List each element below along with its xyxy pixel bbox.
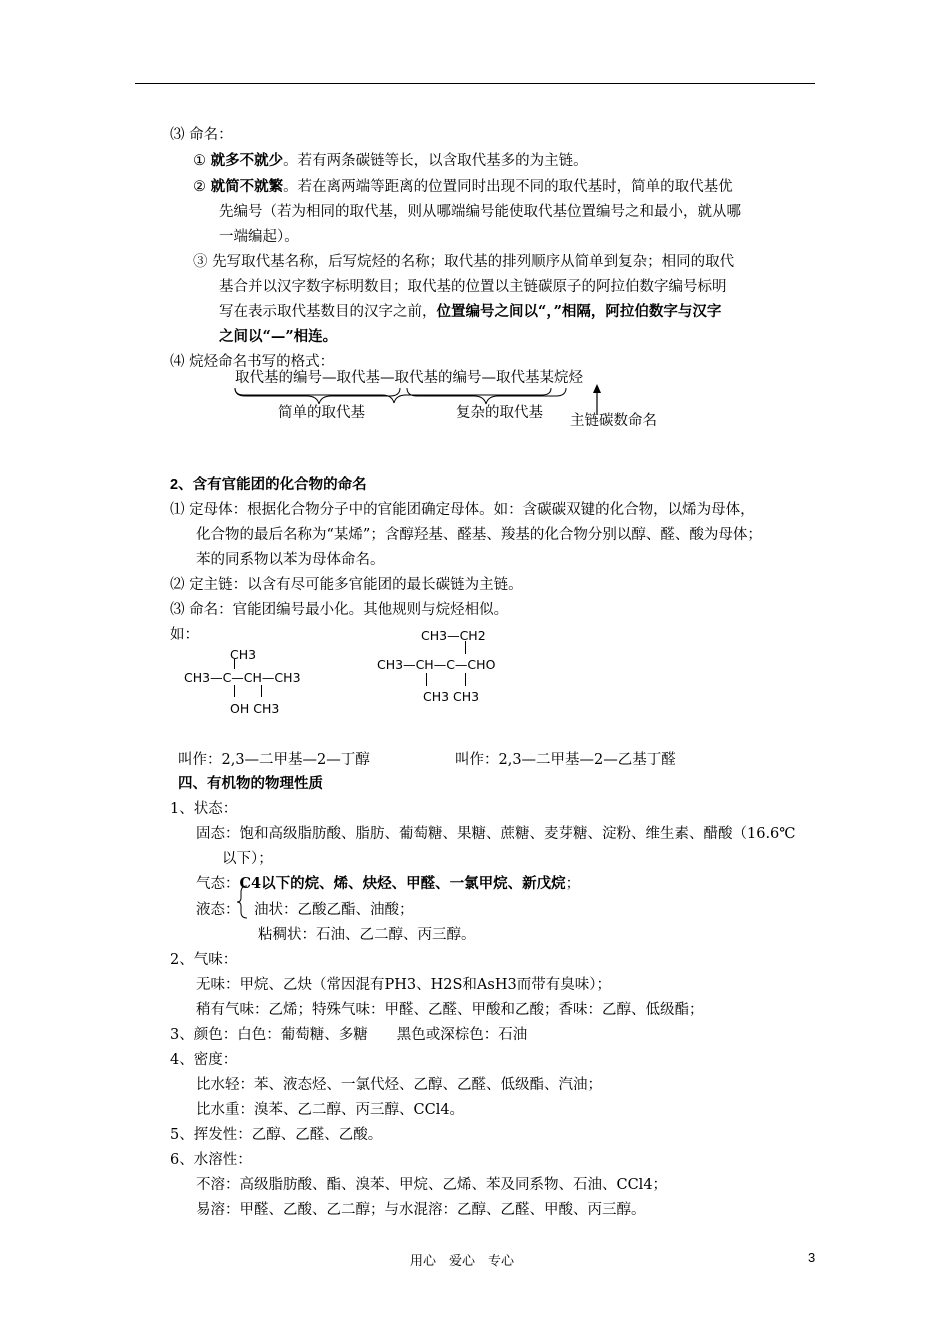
s3-item2-line3: 一端编起）。 [219,229,299,245]
naming-format-formula: 取代基的编号—取代基—取代基的编号—取代基某烷烃 [235,370,583,386]
s3-item3-line3: 写在表示取代基数目的汉字之前，位置编号之间以“，”相隔，阿拉伯数字与汉字 [219,303,722,320]
struct2-bond-up [465,641,466,654]
struct2-bond-down-c [465,673,466,686]
sec2-title: 2、含有官能团的化合物的命名 [170,477,367,493]
color-line: 3、颜色：白色：葡萄糖、多糖 黑色或深棕色：石油 [170,1027,528,1043]
struct2-name: 叫作：2,3—二甲基—2—乙基丁醛 [455,752,676,768]
density-heading: 4、密度： [170,1052,238,1068]
sec4-title: 四、有机物的物理性质 [178,776,323,792]
struct1-bond-down-ch [261,685,262,697]
sec2-p1-line1: ⑴ 定母体：根据化合物分子中的官能团确定母体。如：含碳碳双键的化合物，以烯为母体， [170,502,755,518]
struct1-bottom-groups: OH CH3 [230,701,280,716]
struct1-name: 叫作：2,3—二甲基—2—丁醇 [178,752,370,768]
struct1-main-chain: CH3—C—CH—CH3 [184,670,301,685]
s3-heading: ⑶ 命名： [170,127,233,143]
volatility-line: 5、挥发性：乙醇、乙醛、乙酸。 [170,1127,383,1143]
label-simple-substituent: 简单的取代基 [278,405,365,421]
solubility-insoluble: 不溶：高级脂肪酸、酯、溴苯、甲烷、乙烯、苯及同系物、石油、CCl4； [196,1177,668,1193]
s3-item3-line1: ③ 先写取代基名称，后写烷烃的名称；取代基的排列顺序从简单到复杂；相同的取代 [193,254,735,270]
struct2-bond-down-ch [426,673,427,686]
s3-item2-line2: 先编号（若为相同的取代基，则从哪端编号能使取代基位置编号之和最小，就从哪 [219,204,741,220]
struct2-main-chain: CH3—CH—C—CHO [377,657,496,672]
density-heavier: 比水重：溴苯、乙二醇、丙三醇、CCl4。 [196,1102,465,1118]
state-gas: 气态：C4以下的烷、烯、炔烃、甲醛、一氯甲烷、新戊烷； [196,875,581,892]
s3-item3-line4: 之间以“—”相连。 [219,328,338,345]
liquid-brace [235,885,249,919]
smell-various: 稍有气味：乙烯；特殊气味：甲醛、乙醛、甲酸和乙酸；香味：乙醇、低级酯； [196,1002,704,1018]
sec2-p2: ⑵ 定主链：以含有尽可能多官能团的最长碳链为主链。 [170,577,523,593]
s3-item1: ① 就多不就少。若有两条碳链等长，以含取代基多的为主链。 [193,152,588,169]
state-liquid-label: 液态： [196,902,240,918]
label-main-chain: 主链碳数命名 [570,413,657,429]
solubility-soluble: 易溶：甲醛、乙酸、乙二醇；与水混溶：乙醇、乙醛、甲酸、丙三醇。 [196,1202,646,1218]
state-liquid-viscous: 粘稠状：石油、乙二醇、丙三醇。 [258,927,476,943]
state-heading: 1、状态： [170,801,238,817]
s4-heading: ⑷ 烷烃命名书写的格式： [170,354,335,370]
s3-item2-line1: ② 就简不就繁。若在离两端等距离的位置同时出现不同的取代基时，简单的取代基优 [193,178,733,195]
struct1-top-group: CH3 [230,647,257,662]
struct2-top-group: CH3—CH2 [421,628,486,643]
solubility-heading: 6、水溶性： [170,1152,252,1168]
footer-slogan: 用心 爱心 专心 [410,1254,515,1269]
state-liquid-oil: 油状：乙酸乙酯、油酸； [254,902,414,918]
label-complex-substituent: 复杂的取代基 [456,405,543,421]
smell-none: 无味：甲烷、乙炔（常因混有PH3、H2S和AsH3而带有臭味）； [196,977,611,993]
s3-item3-line2: 基合并以汉字数字标明数目；取代基的位置以主链碳原子的阿拉伯数字编号标明 [219,279,727,295]
sec2-p1-line3: 苯的同系物以苯为母体命名。 [196,552,385,568]
sec2-p3: ⑶ 命名：官能团编号最小化。其他规则与烷烃相似。 [170,602,509,618]
struct1-bond-down-c [234,685,235,697]
struct2-bottom-groups: CH3 CH3 [423,689,480,704]
example-label: 如： [170,627,199,643]
density-lighter: 比水轻：苯、液态烃、一氯代烃、乙醇、乙醛、低级酯、汽油； [196,1077,602,1093]
state-solid-line1: 固态：饱和高级脂肪酸、脂肪、葡萄糖、果糖、蔗糖、麦芽糖、淀粉、维生素、醋酸（16.6℃ [196,826,796,842]
header-rule [135,83,815,84]
struct1-bond-up [234,659,235,669]
state-solid-line2: 以下）； [222,851,273,867]
page-number: 3 [808,1250,816,1265]
smell-heading: 2、气味： [170,952,238,968]
sec2-p1-line2: 化合物的最后名称为“某烯”；含醇羟基、醛基、羧基的化合物分别以醇、醛、酸为母体； [196,527,762,543]
